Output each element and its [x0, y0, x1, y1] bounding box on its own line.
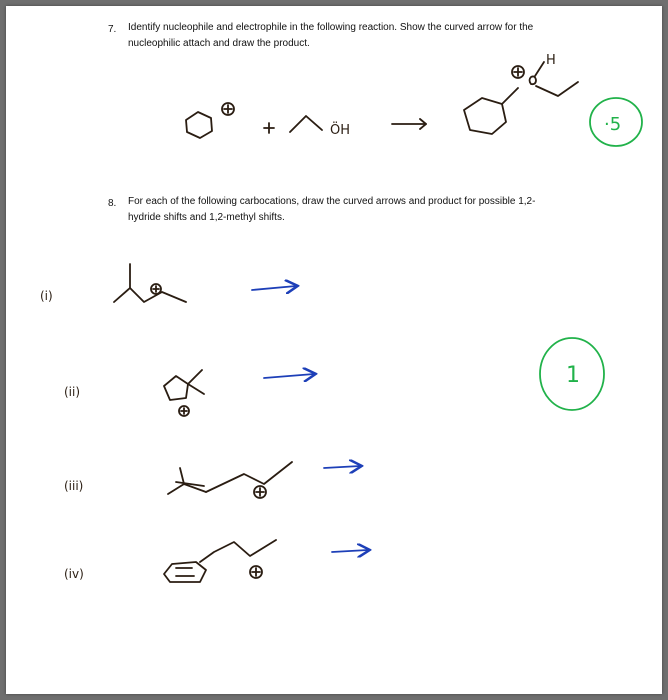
reaction-arrow-iv: [332, 550, 368, 552]
carbocation-i-chain: [114, 288, 186, 302]
o-h-bond: [535, 62, 544, 76]
cation-plus-icon: [179, 406, 189, 416]
carbocation-iii-methyl: [180, 468, 184, 484]
plus-sign: [264, 123, 274, 133]
cation-plus-icon: [250, 566, 262, 578]
item-label-ii: (ii): [64, 385, 81, 399]
question-7-line-1: Identify nucleophile and electrophile in the following reaction. Show the curved arrow for the: [128, 22, 534, 33]
score-q7: ·5: [604, 114, 622, 135]
reaction-arrow-iii: [324, 466, 360, 468]
product-c-o-bond: [502, 88, 518, 104]
product-oxygen: [530, 76, 537, 84]
carbocation-iv-chain: [200, 540, 276, 562]
question-8-line-2: hydride shifts and 1,2-methyl shifts.: [128, 212, 285, 223]
product-ring: [464, 98, 506, 134]
question-7-line-2: nucleophilic attach and draw the product.: [128, 38, 310, 49]
item-label-iii: (iii): [64, 479, 84, 493]
reaction-arrow-ii: [264, 374, 314, 378]
carbocation-ii-ring: [164, 376, 188, 400]
question-8-number: 8.: [108, 198, 117, 209]
product-ethyl-chain: [536, 82, 578, 96]
carbocation-ii-methyl-2: [188, 384, 204, 394]
ethanol-chain: [290, 116, 322, 132]
carbocation-iii-chain: [206, 462, 292, 492]
oxonium-plus-icon: [512, 66, 524, 78]
question-8-line-1: For each of the following carbocations, draw the curved arrows and product for possible 1,2-: [128, 196, 536, 207]
item-label-i: (i): [40, 289, 53, 303]
cation-plus-icon: [254, 486, 266, 498]
worksheet-page: [6, 6, 662, 694]
reaction-arrow-icon: [392, 119, 426, 129]
product-h-label: H: [546, 53, 556, 68]
reagent-oh-label: ÖH: [330, 123, 351, 138]
carbocation-iv-benzene-ring: [164, 562, 206, 582]
cation-plus-icon: [222, 103, 234, 115]
item-label-iv: (iv): [64, 567, 84, 581]
reaction-arrow-i: [252, 286, 296, 290]
cyclohexyl-cation-structure: [186, 112, 212, 138]
question-7-number: 7.: [108, 24, 117, 35]
handwriting-layer: [6, 6, 662, 694]
carbocation-ii-methyl-1: [188, 370, 202, 384]
cation-plus-icon: [151, 284, 161, 294]
score-q8: 1: [566, 363, 580, 388]
